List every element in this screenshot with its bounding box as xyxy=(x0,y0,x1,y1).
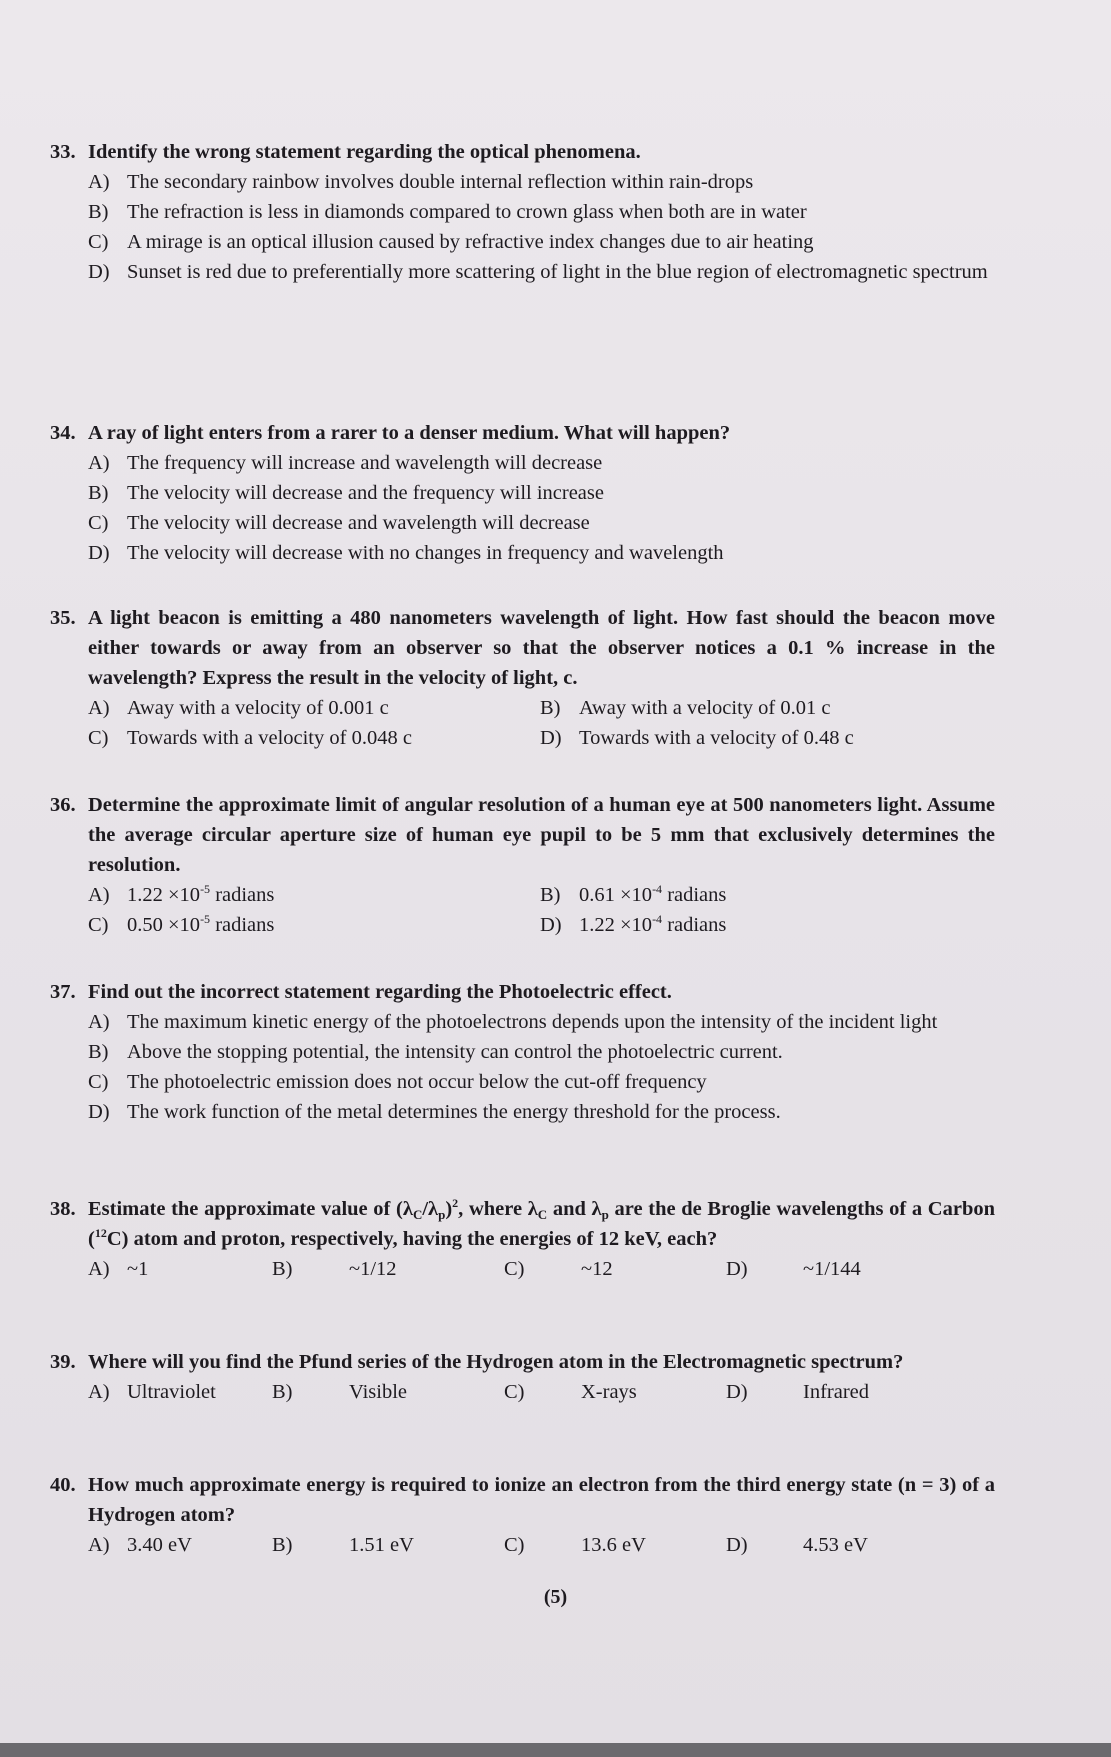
option-label: D) xyxy=(540,914,562,936)
question-36 xyxy=(50,790,995,940)
option-text: 4.53 eV xyxy=(803,1534,868,1556)
option-label: A) xyxy=(88,1534,110,1556)
option-text: The velocity will decrease and the frequency will increase xyxy=(127,482,604,504)
option-label: D) xyxy=(88,261,110,283)
option-label: B) xyxy=(88,482,109,504)
question-text: Identify the wrong statement regarding the optical phenomena. xyxy=(88,141,641,163)
option-text: The velocity will decrease with no changes in frequency and wavelength xyxy=(127,542,724,564)
option-text: 1.51 eV xyxy=(349,1534,414,1556)
question-stem xyxy=(50,418,995,448)
option-label: C) xyxy=(88,512,109,534)
option-text: Visible xyxy=(349,1381,407,1403)
option-text: Towards with a velocity of 0.048 c xyxy=(127,727,412,749)
option-text: The maximum kinetic energy of the photoelectrons depends upon the intensity of the incident light xyxy=(127,1011,938,1033)
option-text: The secondary rainbow involves double internal reflection within rain-drops xyxy=(127,171,754,193)
question-34 xyxy=(50,418,995,568)
option-text: ~1/12 xyxy=(349,1258,397,1280)
option-text xyxy=(127,880,502,910)
question-stem xyxy=(50,1194,995,1254)
option-label: D) xyxy=(88,542,110,564)
question-40 xyxy=(50,1470,995,1560)
question-stem xyxy=(50,1347,995,1377)
question-stem xyxy=(50,137,995,167)
option-text xyxy=(579,880,995,910)
option-c xyxy=(50,508,995,538)
question-39 xyxy=(50,1347,995,1407)
question-number: 35. xyxy=(50,607,76,629)
option-exponent: -4 xyxy=(652,882,663,896)
option-label: A) xyxy=(88,171,110,193)
option-b xyxy=(50,197,995,227)
question-37 xyxy=(50,977,995,1127)
question-text: Estimate the approximate value of $(\lambda_C/\lambda_p)^2$, where $\lambda_C$ and $\lambda_p$ are the de Broglie wavelengths of a Carbon ($^{12}$C) atom and proton, respectively, having the energies of 12 keV, each? xyxy=(88,1196,995,1250)
option-label: A) xyxy=(88,1381,110,1403)
options-grid xyxy=(50,1254,995,1284)
option-mantissa: 0.50 ×10 xyxy=(127,914,201,936)
option-label: D) xyxy=(726,1534,748,1556)
question-text: Where will you find the Pfund series of the Hydrogen atom in the Electromagnetic spectrum? xyxy=(88,1351,904,1373)
question-number: 33. xyxy=(50,141,76,163)
question-stem xyxy=(50,790,995,880)
options-grid xyxy=(50,1377,995,1407)
option-mantissa: 0.61 ×10 xyxy=(579,884,653,906)
option-d xyxy=(50,1097,995,1127)
option-c xyxy=(50,1067,995,1097)
option-mantissa: 1.22 ×10 xyxy=(127,884,201,906)
option-b xyxy=(50,1037,995,1067)
option-text: A mirage is an optical illusion caused by refractive index changes due to air heating xyxy=(127,231,814,253)
page-number: (5) xyxy=(543,1586,568,1608)
option-d xyxy=(50,257,995,287)
option-text: X-rays xyxy=(581,1381,637,1403)
option-a xyxy=(50,448,995,478)
question-text: A light beacon is emitting a 480 nanometers wavelength of light. How fast should the beacon move either towards or away from an observer so that the observer notices a 0.1 % increase in the wavelength? Express the result in the velocity of light, c. xyxy=(88,607,995,689)
option-text: The frequency will increase and wavelength will decrease xyxy=(127,452,603,474)
question-stem xyxy=(50,977,995,1007)
option-unit: radians xyxy=(662,884,727,906)
question-stem xyxy=(50,1470,995,1530)
option-label: A) xyxy=(88,452,110,474)
option-text xyxy=(127,910,502,940)
question-number: 40. xyxy=(50,1474,76,1496)
option-text: The velocity will decrease and wavelength will decrease xyxy=(127,512,590,534)
question-38 xyxy=(50,1194,995,1284)
option-label: D) xyxy=(540,727,562,749)
question-number: 36. xyxy=(50,794,76,816)
option-b xyxy=(50,478,995,508)
option-exponent: -4 xyxy=(652,912,663,926)
option-label: A) xyxy=(88,884,110,906)
option-label: B) xyxy=(88,1041,109,1063)
question-text: A ray of light enters from a rarer to a denser medium. What will happen? xyxy=(88,422,731,444)
option-text: Away with a velocity of 0.01 c xyxy=(579,697,831,719)
option-unit: radians xyxy=(210,884,275,906)
option-label: B) xyxy=(272,1258,293,1280)
option-text: The photoelectric emission does not occur below the cut-off frequency xyxy=(127,1071,707,1093)
option-label: C) xyxy=(504,1381,525,1403)
option-label: D) xyxy=(726,1258,748,1280)
options-grid xyxy=(50,1530,995,1560)
option-d xyxy=(50,538,995,568)
option-label: C) xyxy=(504,1258,525,1280)
option-label: B) xyxy=(272,1381,293,1403)
option-label: C) xyxy=(88,231,109,253)
option-exponent: -5 xyxy=(200,912,211,926)
question-33 xyxy=(50,137,995,287)
option-text: Ultraviolet xyxy=(127,1381,216,1403)
option-label: B) xyxy=(540,697,561,719)
question-number: 39. xyxy=(50,1351,76,1373)
option-label: A) xyxy=(88,1258,110,1280)
option-exponent: -5 xyxy=(200,882,211,896)
option-text: Infrared xyxy=(803,1381,870,1403)
option-label: C) xyxy=(88,727,109,749)
question-number: 37. xyxy=(50,981,76,1003)
option-text: ~1 xyxy=(127,1258,149,1280)
option-a xyxy=(50,1007,995,1037)
option-c xyxy=(50,227,995,257)
question-35 xyxy=(50,603,995,753)
question-text: How much approximate energy is required to ionize an electron from the third energy state (n = 3) of a Hydrogen atom? xyxy=(88,1474,995,1526)
option-text: Towards with a velocity of 0.48 c xyxy=(579,727,854,749)
option-text xyxy=(579,910,995,940)
scan-edge xyxy=(0,1743,1111,1757)
option-text: 3.40 eV xyxy=(127,1534,192,1556)
option-label: D) xyxy=(726,1381,748,1403)
option-label: C) xyxy=(88,914,109,936)
option-label: A) xyxy=(88,1011,110,1033)
option-label: B) xyxy=(272,1534,293,1556)
option-label: C) xyxy=(504,1534,525,1556)
options-grid xyxy=(50,693,995,753)
option-text: ~1/144 xyxy=(803,1258,861,1280)
question-number: 38. xyxy=(50,1198,76,1220)
option-text: ~12 xyxy=(581,1258,613,1280)
question-number: 34. xyxy=(50,422,76,444)
question-stem xyxy=(50,603,995,693)
option-label: C) xyxy=(88,1071,109,1093)
question-text: Determine the approximate limit of angular resolution of a human eye at 500 nanometers light. Assume the average circular aperture size of human eye pupil to be 5 mm that exclusively determines the resolution. xyxy=(88,794,995,876)
option-text: Sunset is red due to preferentially more scattering of light in the blue region of electromagnetic spectrum xyxy=(127,261,988,283)
option-mantissa: 1.22 ×10 xyxy=(579,914,653,936)
question-text: Find out the incorrect statement regarding the Photoelectric effect. xyxy=(88,981,672,1003)
option-label: D) xyxy=(88,1101,110,1123)
option-unit: radians xyxy=(662,914,727,936)
option-text: Away with a velocity of 0.001 c xyxy=(127,697,389,719)
option-a xyxy=(50,167,995,197)
option-unit: radians xyxy=(210,914,275,936)
option-label: B) xyxy=(88,201,109,223)
option-text: The work function of the metal determines the energy threshold for the process. xyxy=(127,1101,781,1123)
option-text: Above the stopping potential, the intensity can control the photoelectric current. xyxy=(127,1041,783,1063)
option-label: B) xyxy=(540,884,561,906)
option-text: 13.6 eV xyxy=(581,1534,646,1556)
options-grid xyxy=(50,880,995,940)
option-text: The refraction is less in diamonds compared to crown glass when both are in water xyxy=(127,201,807,223)
option-label: A) xyxy=(88,697,110,719)
